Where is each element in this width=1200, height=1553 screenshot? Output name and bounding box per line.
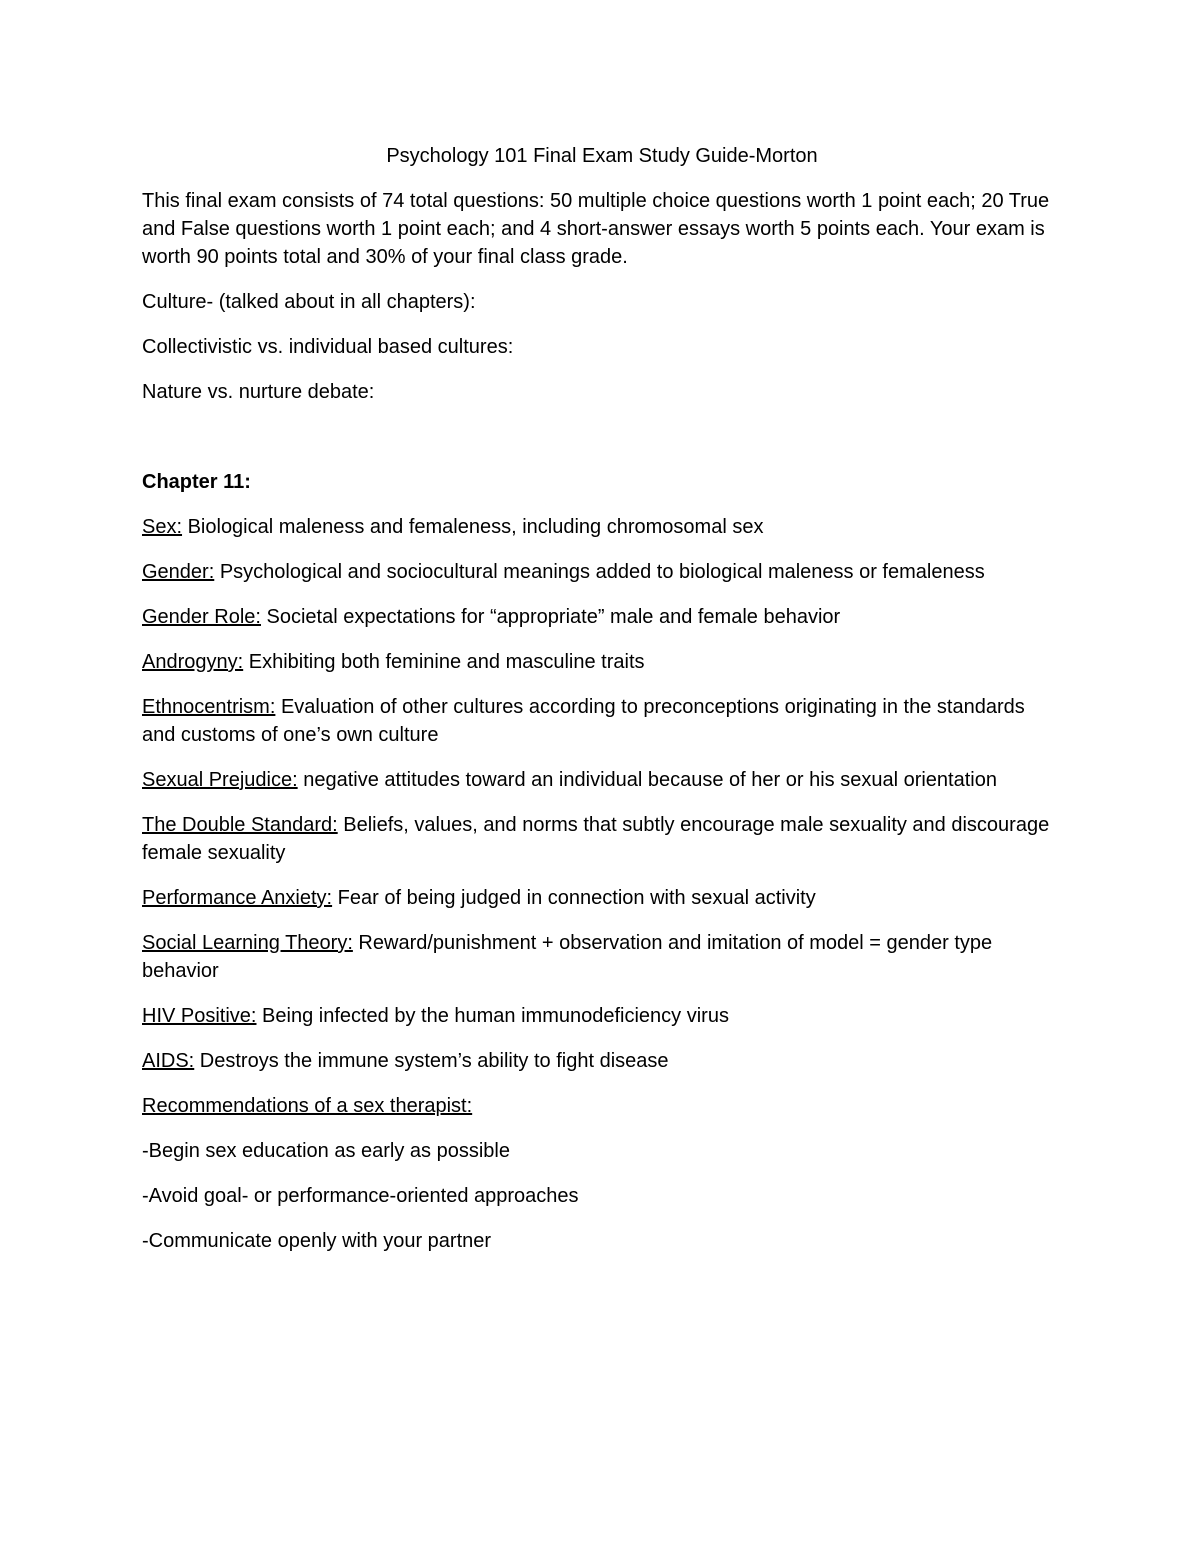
- term-label: Sexual Prejudice:: [142, 769, 298, 791]
- definition-gender: [142, 558, 1062, 586]
- term-definition: Beliefs, values, and norms that subtly encourage male sexuality and discourage female sexuality: [142, 814, 1050, 864]
- definition-social-learning-theory: [142, 929, 1062, 985]
- term-label: AIDS:: [142, 1050, 195, 1072]
- intro-paragraph: This final exam consists of 74 total questions: 50 multiple choice questions worth 1 point each; 20 True and False questions worth 1 point each; and 4 short-answer essays worth 5 points each. Your exam is worth 90 points total and 30% of your final class grade.: [142, 190, 1050, 268]
- definition-androgyny: [142, 648, 1062, 676]
- definition-gender-role: [142, 603, 1062, 631]
- term-label: Androgyny:: [142, 651, 244, 673]
- topic-nature-nurture: Nature vs. nurture debate:: [142, 381, 375, 403]
- definition-hiv-positive: [142, 1002, 1062, 1030]
- definition-sexual-prejudice: [142, 766, 1062, 794]
- recommendation-item: -Begin sex education as early as possible: [142, 1140, 510, 1162]
- recommendations-heading: [142, 1092, 1062, 1120]
- term-definition: Psychological and sociocultural meanings added to biological maleness or femaleness: [214, 561, 985, 583]
- term-definition: Reward/punishment + observation and imitation of model = gender type behavior: [142, 932, 993, 982]
- recommendation-item: -Communicate openly with your partner: [142, 1230, 492, 1252]
- term-definition: Biological maleness and femaleness, including chromosomal sex: [182, 516, 764, 538]
- term-definition: Societal expectations for “appropriate” male and female behavior: [260, 606, 841, 628]
- document-title: Psychology 101 Final Exam Study Guide-Morton: [386, 145, 818, 167]
- term-definition: Fear of being judged in connection with sexual activity: [332, 887, 816, 909]
- definition-ethnocentrism: [142, 693, 1062, 749]
- definition-performance-anxiety: [142, 884, 1062, 912]
- topic-collectivistic: Collectivistic vs. individual based cultures:: [142, 336, 514, 358]
- topic-culture: Culture- (talked about in all chapters):: [142, 291, 476, 313]
- chapter-heading: Chapter 11:: [142, 471, 251, 493]
- term-label: The Double Standard:: [142, 814, 338, 836]
- recommendation-item: -Avoid goal- or performance-oriented approaches: [142, 1185, 579, 1207]
- term-label: Social Learning Theory:: [142, 932, 353, 954]
- term-definition: Evaluation of other cultures according to preconceptions originating in the standards and customs of one’s own culture: [142, 696, 1025, 746]
- term-definition: Being infected by the human immunodeficiency virus: [256, 1005, 729, 1027]
- document-page: [142, 142, 1062, 1272]
- term-label: Sex:: [142, 516, 183, 538]
- recommendations-label: Recommendations of a sex therapist:: [142, 1095, 473, 1117]
- definition-aids: [142, 1047, 1062, 1075]
- term-label: Ethnocentrism:: [142, 696, 276, 718]
- term-definition: negative attitudes toward an individual because of her or his sexual orientation: [297, 769, 997, 791]
- definition-sex: [142, 513, 1062, 541]
- section-spacer: [142, 423, 1062, 468]
- term-definition: Exhibiting both feminine and masculine traits: [243, 651, 645, 673]
- term-label: HIV Positive:: [142, 1005, 257, 1027]
- term-label: Gender:: [142, 561, 215, 583]
- definition-double-standard: [142, 811, 1062, 867]
- term-label: Performance Anxiety:: [142, 887, 333, 909]
- term-definition: Destroys the immune system’s ability to fight disease: [194, 1050, 669, 1072]
- term-label: Gender Role:: [142, 606, 261, 628]
